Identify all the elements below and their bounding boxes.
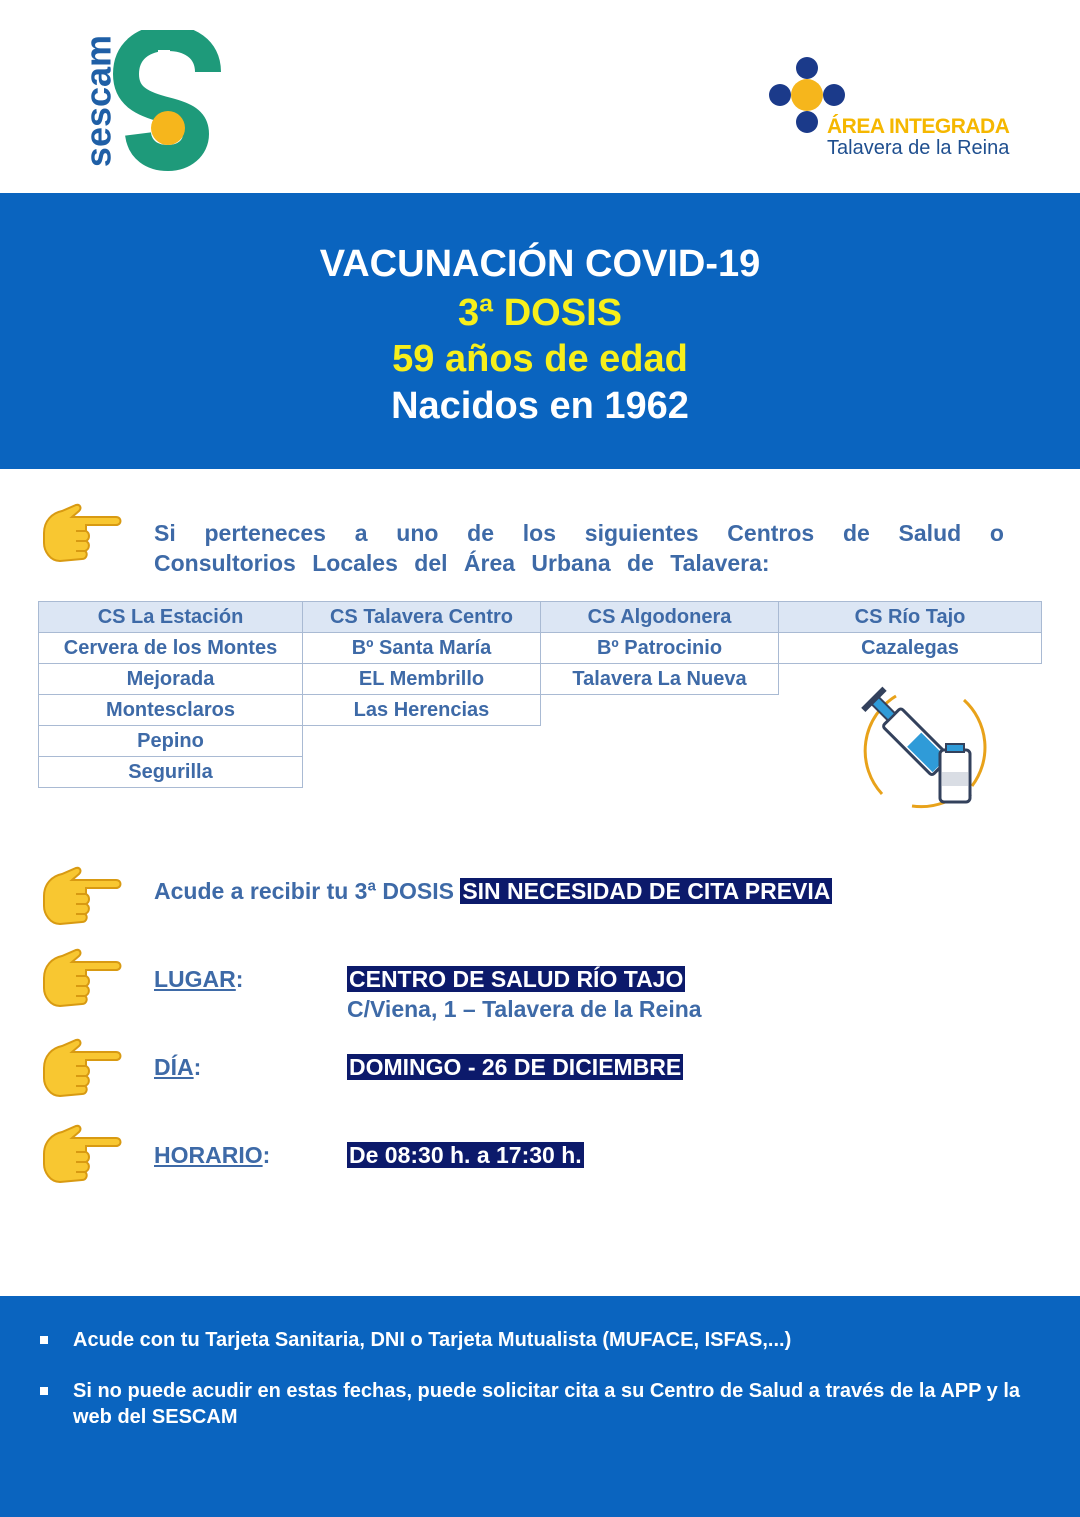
center-item: Segurilla <box>38 756 303 788</box>
pointing-hand-icon <box>40 503 124 565</box>
note-text: Si no puede acudir en estas fechas, puede solicitar cita a su Centro de Salud a través de la APP y la web del SESCAM <box>73 1380 1021 1428</box>
schedule-value: De 08:30 h. a 17:30 h. <box>349 1142 582 1168</box>
area-logo-line2: Talavera de la Reina <box>827 137 1010 159</box>
schedule-label-row: HORARIO: <box>154 1142 271 1168</box>
banner-birth-year: Nacidos en 1962 <box>391 385 689 427</box>
sescam-wordmark-text: sescam <box>77 34 119 168</box>
day-value-row <box>347 1054 683 1081</box>
pointing-hand-icon <box>40 1038 124 1100</box>
center-item: Mejorada <box>38 663 303 695</box>
intro-text: Si perteneces a uno de los siguientes Centros de Salud o Consultorios Locales del Área Urbana de Talavera: <box>154 520 1004 576</box>
place-label: LUGAR <box>154 966 236 992</box>
note-item <box>40 1378 1040 1430</box>
centers-column-talavera-centro <box>302 602 541 726</box>
centers-column-rio-tajo <box>778 602 1042 664</box>
center-header: CS Talavera Centro <box>302 601 541 633</box>
attend-highlight: SIN NECESIDAD DE CITA PREVIA <box>462 878 831 904</box>
center-header: CS Algodonera <box>540 601 779 633</box>
area-integrada-logo <box>765 55 1035 165</box>
bullet-icon <box>40 1387 48 1395</box>
place-name: CENTRO DE SALUD RÍO TAJO <box>349 966 684 992</box>
center-item: Pepino <box>38 725 303 757</box>
day-value: DOMINGO - 26 DE DICIEMBRE <box>349 1054 682 1080</box>
center-item: Montesclaros <box>38 694 303 726</box>
note-text: Acude con tu Tarjeta Sanitaria, DNI o Tarjeta Mutualista (MUFACE, ISFAS,...) <box>73 1329 792 1351</box>
pointing-hand-icon <box>40 1124 124 1186</box>
place-address: C/Viena, 1 – Talavera de la Reina <box>347 996 702 1022</box>
centers-column-algodonera <box>540 602 779 695</box>
attend-text: Acude a recibir tu 3ª DOSIS <box>154 878 454 904</box>
banner-dose: 3ª DOSIS <box>457 292 622 334</box>
center-item: Bº Patrocinio <box>540 632 779 664</box>
center-item: Bº Santa María <box>302 632 541 664</box>
day-label-row: DÍA: <box>154 1054 202 1080</box>
center-item: Las Herencias <box>302 694 541 726</box>
center-item: Cazalegas <box>778 632 1042 664</box>
center-header: CS Río Tajo <box>778 601 1042 633</box>
note-item <box>40 1327 1040 1353</box>
bullet-icon <box>40 1336 48 1344</box>
schedule-label: HORARIO <box>154 1142 263 1168</box>
schedule-value-row <box>347 1142 584 1169</box>
syringe-vial-icon <box>852 676 992 816</box>
pointing-hand-icon <box>40 948 124 1010</box>
title-banner <box>0 193 1080 469</box>
center-item: EL Membrillo <box>302 663 541 695</box>
center-item: Cervera de los Montes <box>38 632 303 664</box>
attend-row <box>154 878 832 905</box>
centers-column-la-estacion <box>38 602 303 788</box>
sescam-logo-icon <box>77 30 230 175</box>
place-label-row: LUGAR: <box>154 966 244 992</box>
center-header: CS La Estación <box>38 601 303 633</box>
banner-title: VACUNACIÓN COVID-19 <box>319 243 761 285</box>
center-item: Talavera La Nueva <box>540 663 779 695</box>
banner-age: 59 años de edad <box>392 338 688 380</box>
day-label: DÍA <box>154 1054 194 1080</box>
notes-banner <box>0 1296 1080 1517</box>
pointing-hand-icon <box>40 866 124 928</box>
place-name-row <box>347 966 685 993</box>
area-logo-line1: ÁREA INTEGRADA <box>827 115 1010 138</box>
